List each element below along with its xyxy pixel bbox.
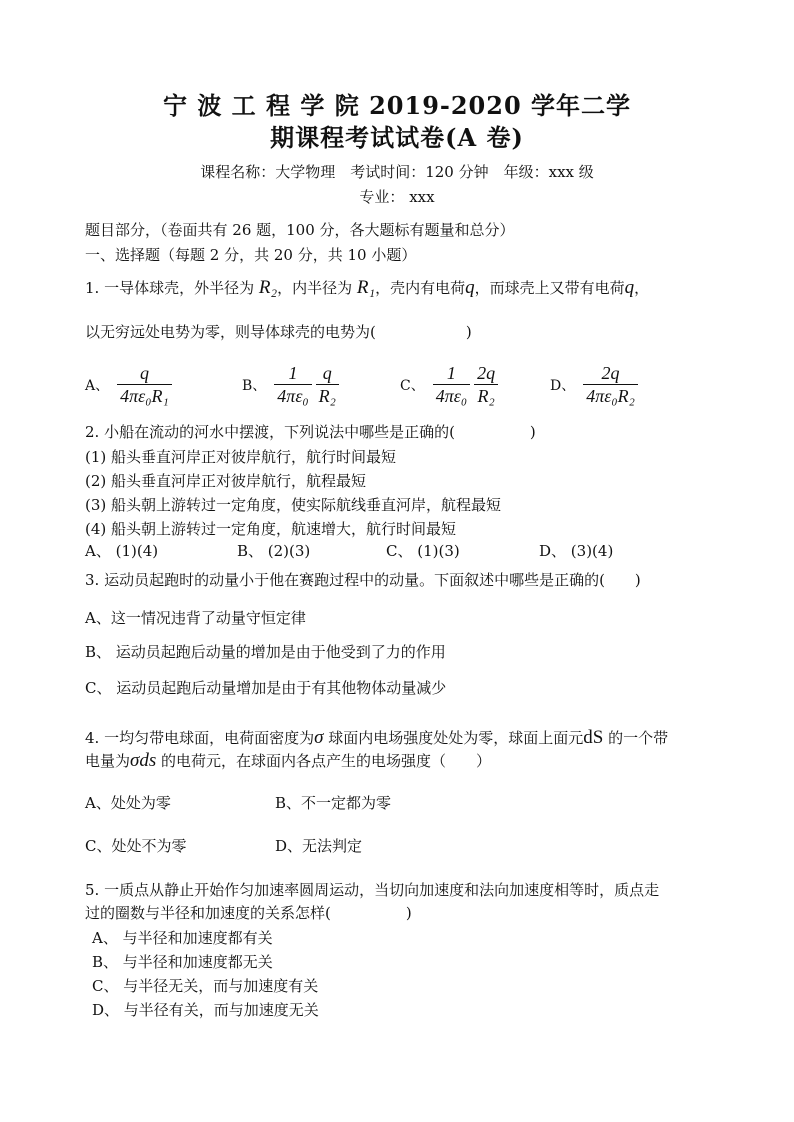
text: 的一个带 xyxy=(603,729,669,747)
fraction-denominator: 4πε₀ xyxy=(277,386,309,406)
math-r1: R₁ xyxy=(356,277,376,298)
math-sigma-ds: σds xyxy=(130,750,157,771)
fraction-numerator: 1 xyxy=(433,362,470,385)
q4-option-a: A、处处为零 xyxy=(85,794,171,812)
fraction-denominator: 4πε₀R₁ xyxy=(120,386,169,406)
q4-option-c: C、处处不为零 xyxy=(85,837,187,855)
fraction-numerator: 2q xyxy=(474,362,498,385)
q4-line2 xyxy=(85,751,491,771)
q1-option-d xyxy=(550,362,640,407)
q5-option-a: A、 与半径和加速度都有关 xyxy=(92,929,273,947)
intro: 题目部分，（卷面共有 26 题，100 分，各大题标有题量和总分） xyxy=(85,221,515,239)
math-ds: dS xyxy=(583,727,604,748)
math-r2: R₂ xyxy=(258,277,278,298)
q2-option-c: C、 (1)(3) xyxy=(386,542,460,560)
q2-option-a: A、 (1)(4) xyxy=(85,542,159,560)
math-q: q xyxy=(624,277,635,298)
text: ，壳内有电荷 xyxy=(375,279,466,297)
text: 球面内电场强度处处为零，球面上面元 xyxy=(323,729,584,747)
title-line-1: 宁 波 工 程 学 院 2019-2020 学年二学 xyxy=(162,91,632,120)
q2-item: (3) 船头朝上游转过一定角度，使实际航线垂直河岸，航程最短 xyxy=(85,496,502,514)
text: 4. 一均匀带电球面，电荷面密度为 xyxy=(85,729,315,747)
text: ， xyxy=(634,279,650,297)
q2-item: (4) 船头朝上游转过一定角度，航速增大，航行时间最短 xyxy=(85,520,457,538)
fraction-denominator: R₂ xyxy=(318,386,336,406)
option-label: B、 xyxy=(242,377,267,394)
q2-item: (1) 船头垂直河岸正对彼岸航行，航行时间最短 xyxy=(85,448,397,466)
fraction-numerator: q xyxy=(117,362,172,385)
q1-line2: 以无穷远处电势为零，则导体球壳的电势为( ) xyxy=(85,323,472,341)
fraction-numerator: 2q xyxy=(583,362,638,385)
text: ，内半径为 xyxy=(277,279,357,297)
q5-option-b: B、 与半径和加速度都无关 xyxy=(92,953,273,971)
fraction xyxy=(316,362,339,407)
q2-option-b: B、 (2)(3) xyxy=(237,542,311,560)
option-label: C、 xyxy=(400,377,425,394)
math-q: q xyxy=(465,277,475,298)
text: ，而球壳上又带有电荷 xyxy=(474,279,625,297)
section-heading: 一、选择题（每题 2 分，共 20 分，共 10 小题） xyxy=(85,246,417,264)
q5-line2: 过的圈数与半径和加速度的关系怎样( ) xyxy=(85,904,412,922)
q1-option-b xyxy=(242,362,341,407)
fraction-denominator: 4πε₀R₂ xyxy=(586,386,635,406)
q4-option-b: B、不一定都为零 xyxy=(275,794,392,812)
fraction xyxy=(583,362,638,407)
option-label: D、 xyxy=(550,377,576,394)
text: 电量为 xyxy=(85,752,131,770)
q4-line1 xyxy=(85,728,668,748)
fraction xyxy=(274,362,311,407)
q3-option-a: A、这一情况违背了动量守恒定律 xyxy=(85,609,306,627)
fraction xyxy=(433,362,470,407)
q5-option-c: C、 与半径无关，而与加速度有关 xyxy=(92,977,319,995)
q2-stem: 2. 小船在流动的河水中摆渡，下列说法中哪些是正确的( ) xyxy=(85,423,536,441)
fraction-denominator: R₂ xyxy=(477,386,495,406)
q3-option-b: B、 运动员起跑后动量的增加是由于他受到了力的作用 xyxy=(85,643,446,661)
major-info: 专业： xxx xyxy=(359,188,435,206)
q3-option-c: C、 运动员起跑后动量增加是由于有其他物体动量减少 xyxy=(85,679,447,697)
fraction-denominator: 4πε₀ xyxy=(435,386,468,406)
fraction-numerator: 1 xyxy=(274,362,311,385)
q1-option-c xyxy=(400,362,500,407)
title-line-2: 期课程考试试卷(A 卷) xyxy=(270,123,524,152)
fraction-numerator: q xyxy=(316,362,339,385)
text: 的电荷元，在球面内各点产生的电场强度（ ） xyxy=(156,752,492,770)
fraction xyxy=(117,362,172,407)
q2-item: (2) 船头垂直河岸正对彼岸航行，航程最短 xyxy=(85,472,367,490)
option-label: A、 xyxy=(85,377,110,394)
math-sigma: σ xyxy=(314,727,324,748)
q3-stem: 3. 运动员起跑时的动量小于他在赛跑过程中的动量。下面叙述中哪些是正确的( ) xyxy=(85,571,641,589)
q5-option-d: D、 与半径有关，而与加速度无关 xyxy=(92,1001,319,1019)
q5-line1: 5. 一质点从静止开始作匀加速率圆周运动，当切向加速度和法向加速度相等时，质点走 xyxy=(85,881,660,899)
fraction xyxy=(474,362,498,407)
q1-line1 xyxy=(85,278,649,298)
course-info: 课程名称：大学物理 考试时间：120 分钟 年级：xxx 级 xyxy=(200,163,594,181)
text: 1. 一导体球壳，外半径为 xyxy=(85,279,259,297)
q2-option-d: D、 (3)(4) xyxy=(539,542,614,560)
q1-option-a xyxy=(85,362,174,407)
q4-option-d: D、无法判定 xyxy=(275,837,363,855)
